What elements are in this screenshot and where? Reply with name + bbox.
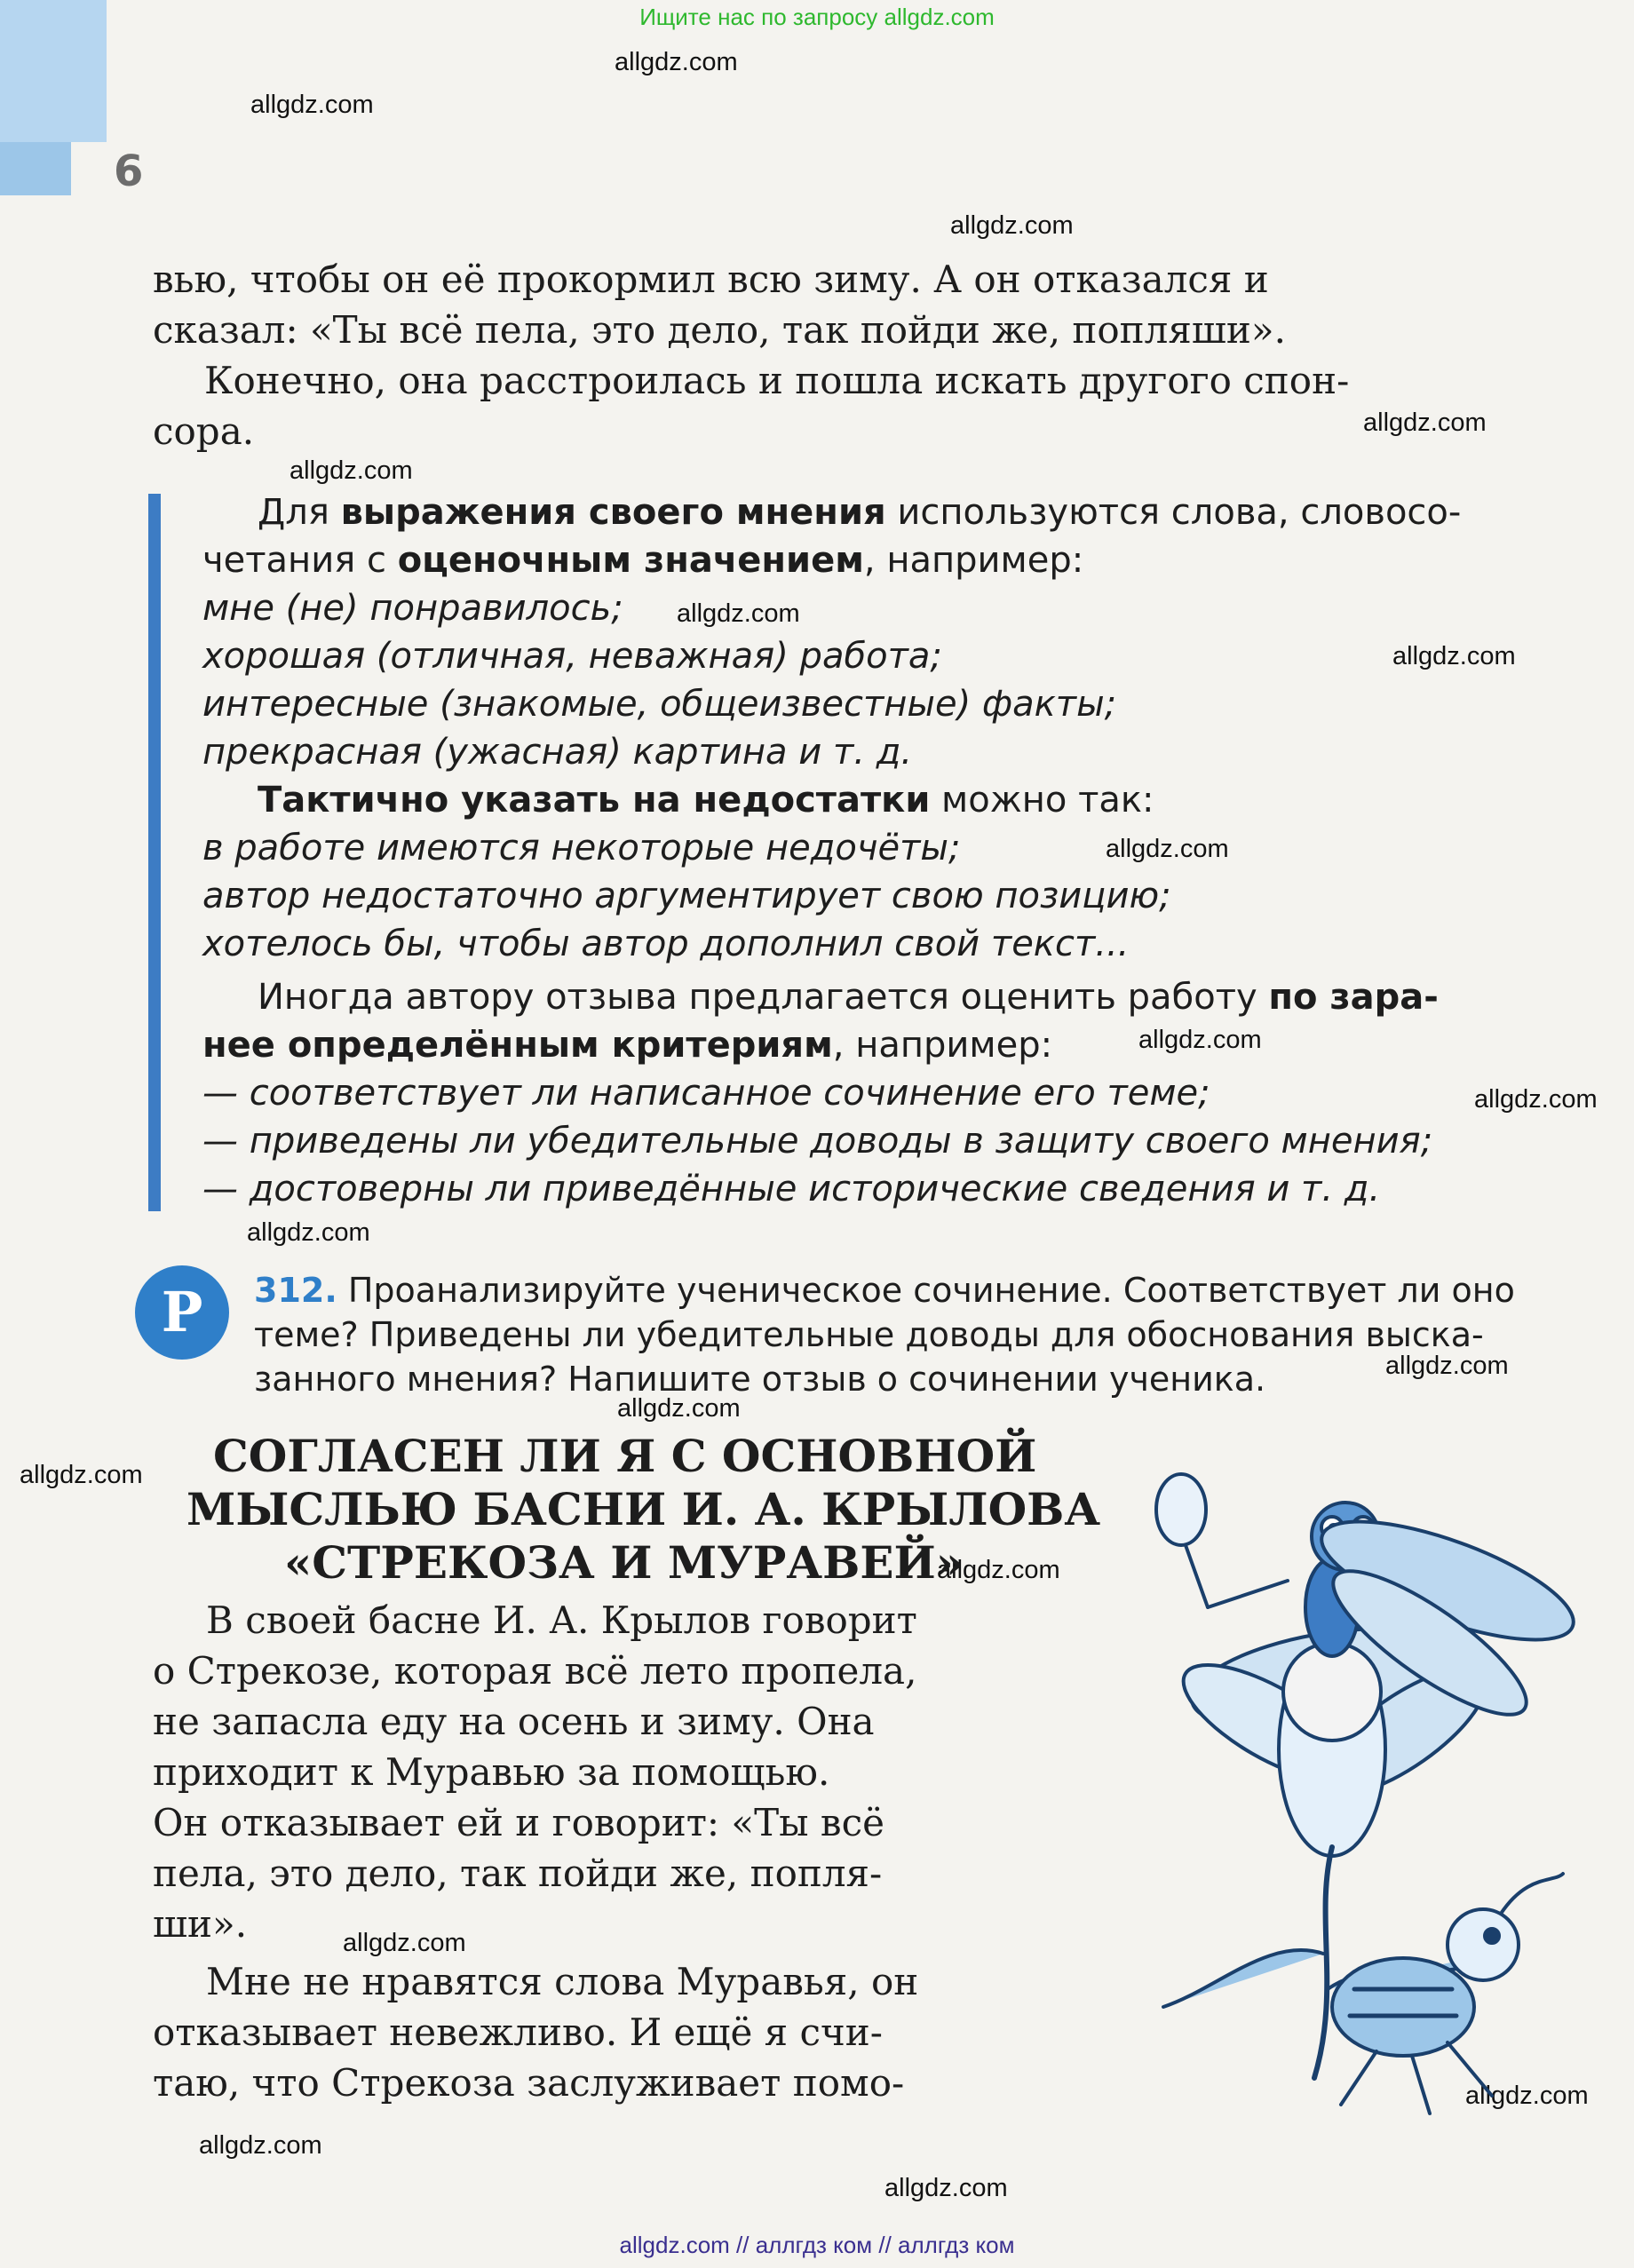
watermark: allgdz.com	[1465, 2082, 1589, 2110]
essay-line: В своей басне И. А. Крылов говорит	[206, 1598, 917, 1642]
watermark: allgdz.com	[615, 48, 738, 76]
essay-line: Он отказывает ей и говорит: «Ты всё	[153, 1801, 884, 1844]
rule-criterion: — приведены ли убедительные доводы в защиту своего мнения;	[202, 1121, 1433, 1162]
page-number: 6	[114, 147, 144, 196]
watermark: allgdz.com	[1363, 408, 1487, 437]
task-line: теме? Приведены ли убедительные доводы для обоснования выска-	[254, 1315, 1484, 1354]
watermark: allgdz.com	[343, 1929, 466, 1957]
rule-example: интересные (знакомые, общеизвестные) факты;	[202, 684, 1117, 725]
top-watermark[interactable]: Ищите нас по запросу allgdz.com	[639, 4, 995, 30]
watermark: allgdz.com	[290, 456, 413, 485]
task-line: 312. Проанализируйте ученическое сочинение. Соответствует ли оно	[254, 1271, 1515, 1310]
essay-title-line: МЫСЛЬЮ БАСНИ И. А. КРЫЛОВА	[186, 1483, 1101, 1535]
rule-line: нее определённым критериям, например:	[202, 1025, 1053, 1066]
watermark: allgdz.com	[1474, 1085, 1598, 1114]
rule-line: Иногда автору отзыва предлагается оценить работу по зара-	[258, 977, 1439, 1018]
essay-line: не запасла еду на осень и зиму. Она	[153, 1700, 875, 1743]
essay-line: пела, это дело, так пойди же, попля-	[153, 1852, 883, 1895]
intro-line: сказал: «Ты всё пела, это дело, так пойди же, попляши».	[153, 308, 1286, 352]
rule-example: мне (не) понравилось;	[202, 588, 623, 629]
watermark: allgdz.com	[20, 1461, 143, 1489]
watermark: allgdz.com	[677, 599, 800, 628]
bottom-watermark[interactable]: allgdz.com // аллгдз ком // аллгдз ком	[619, 2232, 1015, 2258]
watermark: allgdz.com	[247, 1218, 370, 1247]
essay-line: о Стрекозе, которая всё лето пропела,	[153, 1649, 917, 1693]
watermark: allgdz.com	[199, 2131, 322, 2160]
watermark: allgdz.com	[937, 1556, 1060, 1584]
essay-line: Мне не нравятся слова Муравья, он	[206, 1960, 919, 2003]
watermark: allgdz.com	[1392, 642, 1516, 670]
dragonfly-illustration	[1110, 1456, 1616, 2131]
watermark: allgdz.com	[1385, 1352, 1509, 1380]
essay-line: таю, что Стрекоза заслуживает помо-	[153, 2061, 905, 2105]
rule-criterion: — соответствует ли написанное сочинение его теме;	[202, 1073, 1210, 1114]
rule-example: хорошая (отличная, неважная) работа;	[202, 636, 942, 677]
intro-line: Конечно, она расстроилась и пошла искать другого спон-	[204, 359, 1350, 402]
rule-line: четания с оценочным значением, например:	[202, 540, 1084, 581]
essay-title-line: СОГЛАСЕН ЛИ Я С ОСНОВНОЙ	[213, 1430, 1037, 1482]
essay-line: отказывает невежливо. И ещё я счи-	[153, 2010, 883, 2054]
watermark: allgdz.com	[250, 91, 374, 119]
rule-sidebar	[148, 494, 161, 1211]
task-line: занного мнения? Напишите отзыв о сочинении ученика.	[254, 1360, 1266, 1399]
essay-line: приходит к Муравью за помощью.	[153, 1750, 830, 1794]
rule-example: хотелось бы, чтобы автор дополнил свой текст...	[202, 924, 1130, 964]
watermark: allgdz.com	[884, 2174, 1008, 2202]
task-badge: Р	[135, 1265, 229, 1360]
rule-criterion: — достоверны ли приведённые исторические сведения и т. д.	[202, 1169, 1381, 1209]
watermark: allgdz.com	[1138, 1026, 1262, 1054]
intro-line: сора.	[153, 409, 255, 453]
task-number: 312.	[254, 1271, 337, 1310]
watermark: allgdz.com	[1106, 835, 1229, 863]
watermark: allgdz.com	[950, 211, 1074, 240]
watermark: allgdz.com	[617, 1394, 741, 1423]
essay-line: ши».	[153, 1902, 248, 1946]
rule-line: Для выражения своего мнения используются слова, словосо-	[258, 492, 1462, 533]
essay-title-line: «СТРЕКОЗА И МУРАВЕЙ»	[284, 1536, 964, 1589]
rule-line: Тактично указать на недостатки можно так:	[258, 780, 1154, 821]
rule-example: автор недостаточно аргументирует свою позицию;	[202, 876, 1171, 916]
rule-example: прекрасная (ужасная) картина и т. д.	[202, 732, 913, 773]
rule-example: в работе имеются некоторые недочёты;	[202, 828, 961, 868]
intro-line: вью, чтобы он её прокормил всю зиму. А он отказался и	[153, 258, 1269, 301]
